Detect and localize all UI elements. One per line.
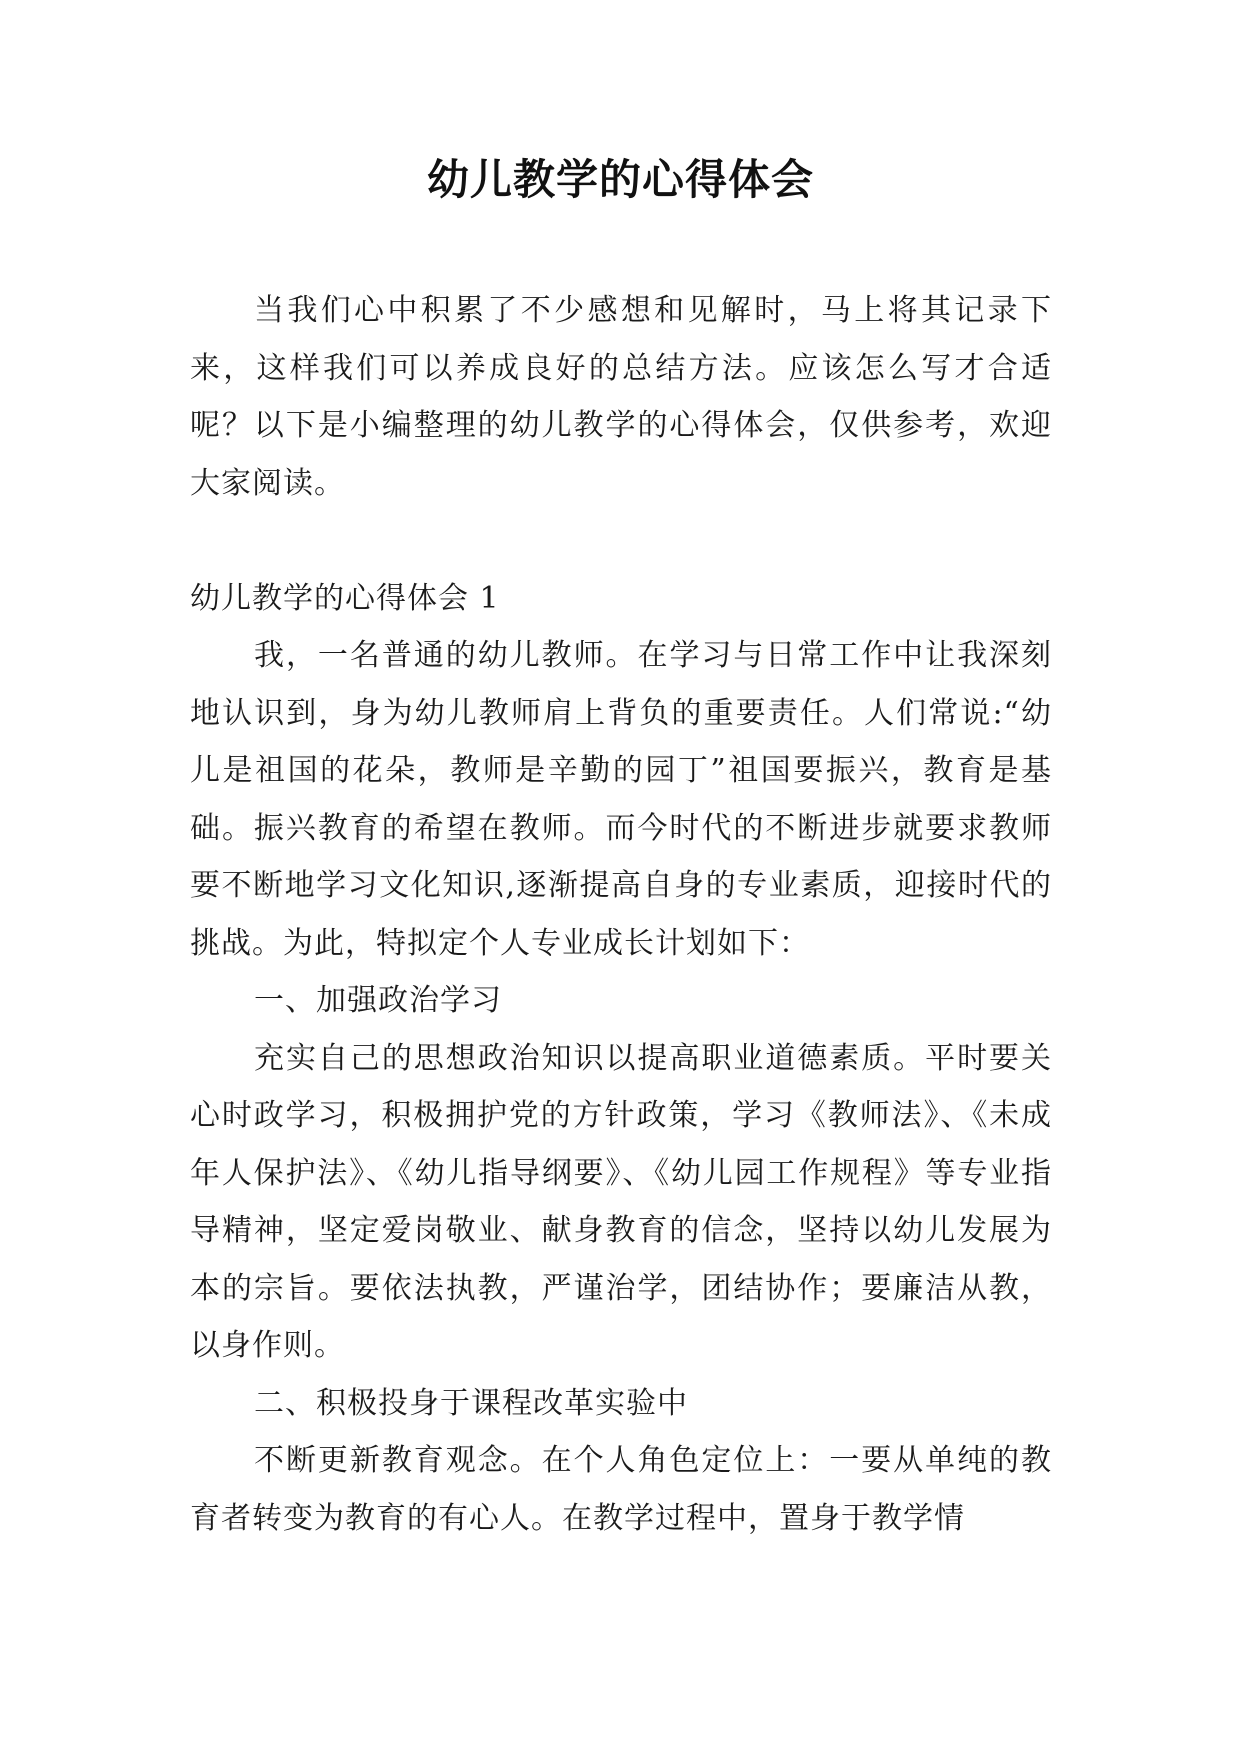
- document-title: 幼儿教学的心得体会: [426, 155, 814, 204]
- subheading-1: 一、加强政治学习: [254, 983, 502, 1018]
- paragraph-2: 充实自己的思想政治知识以提高职业道德素质。平时要关心时政学习，积极拥护党的方针政策，学习《教师法》、《未成年人保护法》、《幼儿指导纲要》、《幼儿园工作规程》等专业指导精神，坚定爱岗敬业、献身教育的信念，坚持以幼儿发展为本的宗旨。要依法执教，严谨治学，团结协作；要廉洁从教，以身作则。: [190, 1040, 1052, 1363]
- subheading-2: 二、积极投身于课程改革实验中: [254, 1385, 688, 1421]
- section-heading: 幼儿教学的心得体会 1: [190, 580, 500, 616]
- paragraph-3: 不断更新教育观念。在个人角色定位上：一要从单纯的教育者转变为教育的有心人。在教学过程中，置身于教学情: [190, 1443, 1052, 1536]
- paragraph-1: 我，一名普通的幼儿教师。在学习与日常工作中让我深刻地认识到，身为幼儿教师肩上背负的重要责任。人们常说:“幼儿是祖国的花朵，教师是辛勤的园丁”祖国要振兴，教育是基础。振兴教育的希望在教师。而今时代的不断进步就要求教师要不断地学习文化知识,逐渐提高自身的专业素质，迎接时代的挑战。为此，特拟定个人专业成长计划如下：: [190, 638, 1052, 961]
- intro-paragraph: 当我们心中积累了不少感想和见解时，马上将其记录下来，这样我们可以养成良好的总结方法。应该怎么写才合适呢？以下是小编整理的幼儿教学的心得体会，仅供参考，欢迎大家阅读。: [190, 293, 1052, 501]
- document-body: [190, 282, 1052, 1547]
